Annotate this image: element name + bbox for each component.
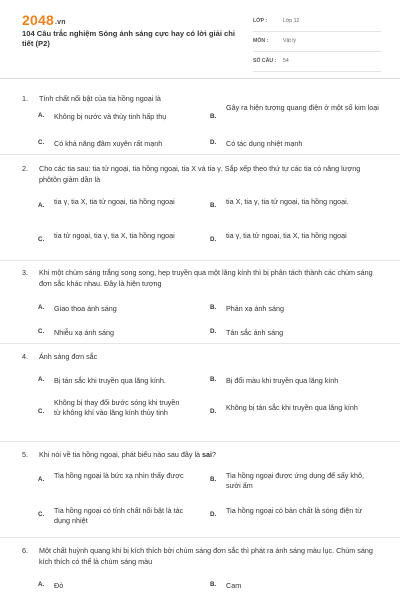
question-divider [0, 441, 400, 442]
meta-label: LỚP : [253, 18, 268, 24]
site-logo[interactable] [22, 12, 66, 28]
option-text: Bị đổi màu khi truyền qua lăng kính [226, 376, 339, 385]
option-text: Có tác dụng nhiệt mạnh [226, 139, 303, 148]
option-letter: C. [38, 236, 45, 243]
option-text: Tia hồng ngoại được ứng dụng để sấy khô, sưởi ấm [226, 471, 364, 491]
meta-label: SỐ CÂU : [253, 58, 277, 64]
option-text: Nhiễu xạ ánh sáng [54, 328, 114, 337]
meta-row-class [253, 15, 381, 32]
question-number: 3. [22, 268, 28, 277]
option-text: Gây ra hiện tượng quang điện ở một số kim loại [226, 103, 379, 112]
option-letter: D. [210, 236, 217, 243]
meta-row-count [253, 55, 381, 72]
question-number: 1. [22, 94, 28, 103]
option-letter: B. [210, 304, 217, 311]
question-divider [0, 343, 400, 344]
option-text: Không bị thay đổi bước sóng khi truyền từ không khí vào lăng kính thủy tinh [54, 398, 180, 418]
question-number: 6. [22, 546, 28, 555]
option-letter: C. [38, 511, 45, 518]
option-text: Giao thoa ánh sáng [54, 304, 117, 313]
option-letter: D. [210, 139, 217, 146]
question-divider [0, 154, 400, 155]
document-meta [253, 15, 381, 75]
question-text: Ánh sáng đơn sắc [39, 352, 98, 361]
option-text: Đỏ [54, 581, 64, 590]
question-text-part: ? [212, 450, 217, 459]
question-text: Tính chất nổi bật của tia hồng ngoại là [39, 94, 161, 103]
meta-value: Vật lý [283, 38, 296, 44]
question-divider [0, 537, 400, 538]
option-letter: B. [210, 113, 217, 120]
option-text: Phản xạ ánh sáng [226, 304, 284, 313]
option-text: Bị tán sắc khi truyền qua lăng kính. [54, 376, 166, 385]
option-text: Tán sắc ánh sáng [226, 328, 284, 337]
option-text: Có khả năng đâm xuyên rất mạnh [54, 139, 163, 148]
question-stem [22, 546, 382, 568]
question-text: Cho các tia sau: tia tử ngoại, tia hồng ngoại, tia X và tia γ. Sắp xếp theo thứ tự các tia có năng lượng phôtôn giảm dần là [39, 164, 361, 184]
option-text: tia X, tia γ, tia tử ngoại, tia hồng ngoại. [226, 197, 349, 206]
meta-label: MÔN : [253, 38, 269, 44]
meta-value: 54 [283, 58, 289, 64]
option-text: Tia hồng ngoại có bản chất là sóng điện từ [226, 506, 363, 515]
question-text: Một chất huỳnh quang khi bị kích thích bởi chùm sáng đơn sắc thì phát ra ánh sáng màu lục. Chùm sáng kích thích có thể là chùm sáng màu [39, 546, 373, 566]
question-text [39, 450, 379, 461]
option-text: tia γ, tia tử ngoại, tia X, tia hồng ngoại [226, 231, 347, 240]
option-text: tia tử ngoại, tia γ, tia X, tia hồng ngoại [54, 231, 175, 240]
option-letter: D. [210, 408, 217, 415]
option-letter: A. [38, 304, 45, 311]
question-text-emphasis: sai [202, 450, 213, 459]
question-text: Khi một chùm sáng trắng song song, hẹp truyền qua một lăng kính thì bị phân tách thành các chùm sáng đơn sắc khác nhau. Đây là hiện tượng [39, 268, 373, 288]
logo-text: 2048 [22, 12, 54, 28]
header-divider [0, 78, 400, 79]
option-letter: B. [210, 476, 217, 483]
document-title: 104 Câu trắc nghiệm Sóng ánh sáng cực hay có lời giải chi tiết (P2) [22, 29, 236, 48]
option-letter: C. [38, 139, 45, 146]
question-text-part: Khi nói về tia hồng ngoại, phát biểu nào sau đây là [39, 450, 203, 459]
question-stem [22, 268, 382, 290]
question-number: 2. [22, 164, 28, 173]
question-stem [22, 450, 382, 461]
option-letter: D. [210, 511, 217, 518]
option-letter: C. [38, 408, 45, 415]
option-letter: A. [38, 112, 45, 119]
option-text: Không bị nước và thủy tinh hấp thụ [54, 112, 167, 121]
question-stem [22, 352, 382, 363]
option-text: Không bị tán sắc khi truyền qua lăng kính [226, 403, 358, 412]
logo-suffix: .vn [54, 19, 66, 26]
header [0, 0, 400, 72]
option-letter: B. [210, 581, 217, 588]
option-letter: A. [38, 476, 45, 483]
option-text: tia γ, tia X, tia tử ngoại, tia hồng ngoại [54, 197, 175, 206]
question-number: 5. [22, 450, 28, 459]
question-stem [22, 164, 382, 186]
option-text: Tia hồng ngoại có tính chất nổi bật là tác dụng nhiệt [54, 506, 184, 526]
question-number: 4. [22, 352, 28, 361]
option-letter: B. [210, 202, 217, 209]
question-divider [0, 260, 400, 261]
option-letter: C. [38, 328, 45, 335]
meta-value: Lớp 12 [283, 18, 300, 24]
option-letter: A. [38, 376, 45, 383]
option-letter: D. [210, 328, 217, 335]
meta-row-subject [253, 35, 381, 52]
option-text: Tia hồng ngoại là bức xạ nhìn thấy được [54, 471, 184, 480]
option-letter: A. [38, 202, 45, 209]
option-letter: B. [210, 376, 217, 383]
option-letter: A. [38, 581, 45, 588]
option-text: Cam [226, 581, 242, 590]
